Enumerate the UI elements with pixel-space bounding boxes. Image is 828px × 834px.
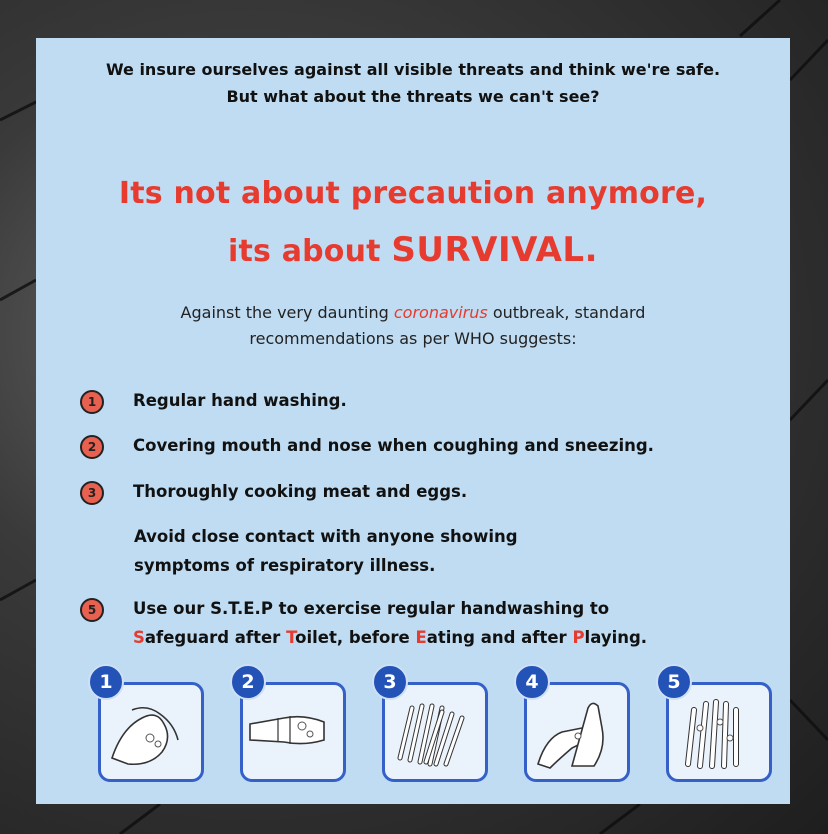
subtext-suffix: outbreak, standard: [487, 303, 646, 322]
step-number: 3: [372, 664, 408, 700]
number-badge: 2: [80, 435, 104, 459]
step-letter-t: T: [286, 628, 296, 647]
number-badge: 3: [80, 481, 104, 505]
recommendation-text: Thoroughly cooking meat and eggs.: [133, 482, 468, 501]
recommendation-item: [80, 481, 467, 506]
step-word: laying.: [584, 628, 648, 647]
step-letter-p: P: [572, 628, 585, 647]
unnumbered-line-2: symptoms of respiratory illness.: [134, 556, 436, 575]
recommendation-item: [80, 390, 347, 415]
step-word: ating and after: [426, 628, 573, 647]
handwash-step-4: [514, 664, 644, 784]
unnumbered-line-1: Avoid close contact with anyone showing: [134, 527, 518, 546]
step-line-1: Use our S.T.E.P to exercise regular handwashing to: [133, 599, 610, 618]
headline: [36, 166, 790, 280]
subtext-prefix: Against the very daunting: [180, 303, 394, 322]
recommendation-text: Regular hand washing.: [133, 391, 347, 410]
intro-line-2: But what about the threats we can't see?: [226, 87, 600, 106]
step-number: 2: [230, 664, 266, 700]
handwash-step-3: [372, 664, 502, 784]
step-letter-s: S: [133, 628, 145, 647]
subtext: [36, 300, 790, 352]
step-word: afeguard after: [144, 628, 287, 647]
handwash-step-5: [656, 664, 786, 784]
hands-fingertips-icon: [528, 688, 620, 772]
step-letter-e: E: [415, 628, 427, 647]
subtext-highlight: coronavirus: [393, 303, 488, 322]
headline-emphasis: SURVIVAL.: [391, 230, 599, 270]
hands-interlaced-fingers-icon: [386, 688, 478, 772]
intro-line-1: We insure ourselves against all visible threats and think we're safe.: [105, 60, 721, 79]
subtext-line-1: [36, 300, 790, 326]
step-line-2: [133, 623, 647, 652]
headline-line-1: Its not about precaution anymore,: [118, 176, 708, 211]
step-text: [133, 594, 647, 652]
handwash-step-2: [230, 664, 360, 784]
step-word: oilet, before: [295, 628, 416, 647]
step-number: 5: [656, 664, 692, 700]
intro-text: [36, 56, 790, 110]
step-number: 4: [514, 664, 550, 700]
handwash-steps: [88, 664, 788, 784]
step-recommendation: [80, 598, 647, 652]
number-badge: 5: [80, 598, 104, 622]
number-badge: 1: [80, 390, 104, 414]
headline-prefix: its about: [227, 234, 392, 269]
recommendation-unnumbered: [134, 522, 518, 580]
hands-back-of-hand-icon: [244, 688, 336, 772]
subtext-line-2: recommendations as per WHO suggests:: [249, 329, 577, 348]
hands-rinse-icon: [670, 688, 762, 772]
handwash-step-1: [88, 664, 218, 784]
recommendation-text: Covering mouth and nose when coughing and sneezing.: [133, 436, 654, 455]
info-panel: [36, 38, 790, 804]
hands-palm-to-palm-icon: [102, 688, 194, 772]
step-number: 1: [88, 664, 124, 700]
recommendation-item: [80, 435, 654, 460]
headline-line-2: [36, 222, 790, 280]
